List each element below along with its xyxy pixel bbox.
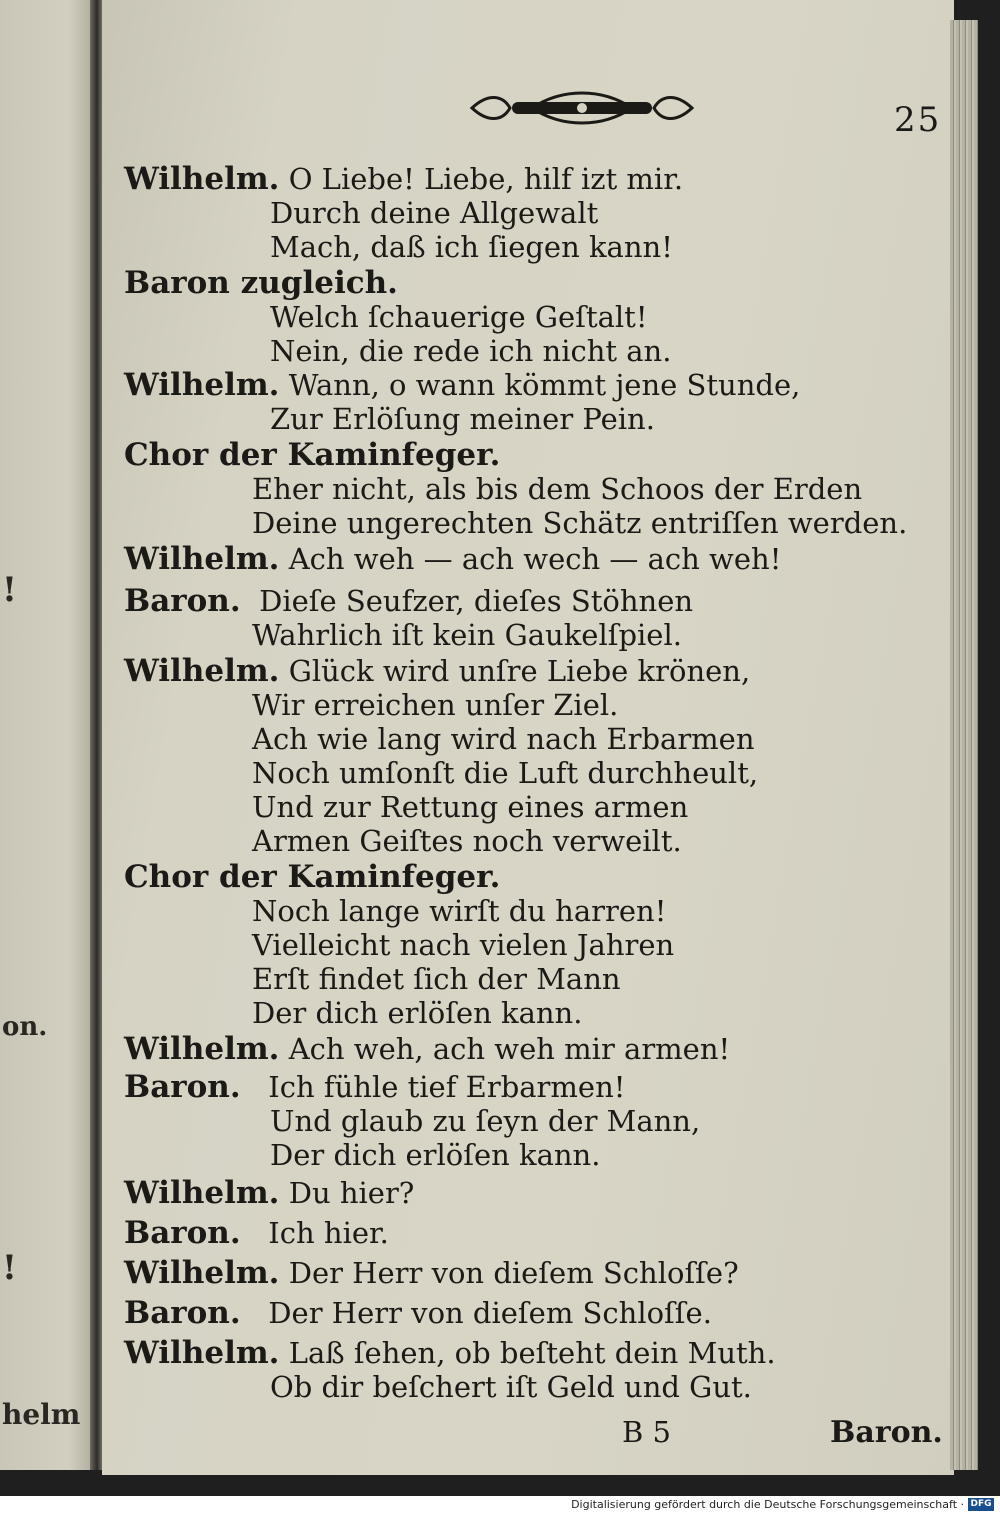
verse-text: Und zur Rettung eines armen — [252, 790, 689, 824]
speaker-name: Wilhelm. — [124, 1335, 280, 1371]
left-page-fragment: ! — [2, 1248, 17, 1288]
text-line — [252, 894, 666, 928]
text-line — [252, 756, 758, 790]
text-line — [270, 334, 671, 368]
verse-text: Nein, die rede ich nicht an. — [270, 334, 672, 368]
text-line — [124, 1256, 739, 1290]
verse-text: Glück wird unſre Liebe krönen, — [288, 654, 751, 688]
dfg-logo: DFG — [968, 1498, 994, 1511]
text-line — [124, 266, 398, 300]
text-line — [252, 618, 682, 652]
text-line — [270, 1138, 600, 1172]
speaker-name: Baron zugleich. — [124, 265, 398, 301]
verse-text: Der Herr von dieſem Schloſſe. — [268, 1296, 712, 1330]
text-line — [252, 472, 862, 506]
speaker-name: Baron. — [124, 1295, 241, 1331]
speaker-name: Baron. — [124, 1069, 241, 1105]
verse-text: Vielleicht nach vielen Jahren — [252, 928, 675, 962]
text-line — [124, 1176, 414, 1210]
verse-text: O Liebe! Liebe, hilf izt mir. — [288, 162, 684, 196]
text-line — [252, 688, 618, 722]
verse-text: Der Herr von dieſem Schloſſe? — [288, 1256, 739, 1290]
verse-text: Armen Geiſtes noch verweilt. — [252, 824, 682, 858]
text-line — [270, 1104, 700, 1138]
text-line — [124, 1216, 389, 1250]
verse-text: Der dich erlöſen kann. — [252, 996, 583, 1030]
text-line — [124, 654, 750, 688]
text-line — [124, 1032, 730, 1066]
verse-text: Wir erreichen unſer Ziel. — [252, 688, 619, 722]
text-line — [270, 402, 655, 436]
verse-text: Noch umſonſt die Luft durchheult, — [252, 756, 759, 790]
verse-text: Ach wie lang wird nach Erbarmen — [252, 722, 755, 756]
speaker-name: Wilhelm. — [124, 1175, 280, 1211]
text-line — [124, 860, 500, 894]
text-line — [252, 790, 688, 824]
text-line — [124, 1070, 625, 1104]
verse-text: Deine ungerechten Schätz entriſſen werden. — [252, 506, 908, 540]
text-line — [252, 928, 674, 962]
text-line — [252, 506, 907, 540]
speaker-name: Wilhelm. — [124, 1255, 280, 1291]
speaker-name: Wilhelm. — [124, 541, 280, 577]
verse-text: Ich hier. — [268, 1216, 389, 1250]
speaker-name: Baron. — [124, 583, 241, 619]
verse-text: Eher nicht, als bis dem Schoos der Erden — [252, 472, 863, 506]
verse-text: Der dich erlöſen kann. — [270, 1138, 601, 1172]
left-page-fragment: ! — [2, 570, 17, 610]
verse-text: Noch lange wirſt du harren! — [252, 894, 667, 928]
text-line — [252, 962, 621, 996]
verse-text: Ach weh — ach wech — ach weh! — [288, 542, 782, 576]
text-line — [124, 162, 683, 196]
text-line — [270, 230, 673, 264]
text-line — [124, 1296, 712, 1330]
signature-mark: B 5 — [622, 1415, 671, 1449]
digitization-credit: Digitalisierung gefördert durch die Deutsche Forschungsgemeinschaft · — [571, 1498, 964, 1511]
text-line — [270, 300, 647, 334]
verse-text: Mach, daß ich ſiegen kann! — [270, 230, 673, 264]
verse-text: Wahrlich iſt kein Gaukelſpiel. — [252, 618, 682, 652]
text-line — [252, 996, 582, 1030]
verse-text: Und glaub zu ſeyn der Mann, — [270, 1104, 701, 1138]
text-line — [270, 1370, 752, 1404]
left-page-fragment: helm — [2, 1398, 81, 1431]
verse-text: Ob dir beſchert iſt Geld und Gut. — [270, 1370, 752, 1404]
verse-text: Dieſe Seufzer, dieſes Stöhnen — [259, 584, 694, 618]
verse-text: Erſt findet ſich der Mann — [252, 962, 621, 996]
left-page-edge — [0, 0, 98, 1470]
text-line — [270, 196, 598, 230]
speaker-name: Chor der Kaminfeger. — [124, 437, 501, 473]
verse-text: Du hier? — [288, 1176, 415, 1210]
text-line — [124, 438, 500, 472]
book-page — [102, 0, 954, 1475]
text-line — [252, 824, 682, 858]
verse-text: Welch ſchauerige Geſtalt! — [270, 300, 648, 334]
verse-text: Ach weh, ach weh mir armen! — [288, 1032, 731, 1066]
text-line — [124, 542, 781, 576]
speaker-name: Wilhelm. — [124, 161, 280, 197]
left-page-fragment: on. — [2, 1012, 48, 1042]
speaker-name: Wilhelm. — [124, 367, 280, 403]
verse-text: Laß ſehen, ob beſteht dein Muth. — [288, 1336, 776, 1370]
verse-text: Wann, o wann kömmt jene Stunde, — [288, 368, 801, 402]
text-line — [124, 368, 800, 402]
page-stack-edge — [950, 20, 978, 1470]
text-line — [124, 1336, 776, 1370]
page-number: 25 — [894, 100, 942, 140]
speaker-name: Baron. — [124, 1215, 241, 1251]
speaker-name: Wilhelm. — [124, 653, 280, 689]
speaker-name: Wilhelm. — [124, 1031, 280, 1067]
play-text — [102, 0, 954, 1475]
text-line — [124, 584, 693, 618]
verse-text: Durch deine Allgewalt — [270, 196, 599, 230]
catchword: Baron. — [830, 1415, 943, 1450]
text-line — [252, 722, 755, 756]
speaker-name: Chor der Kaminfeger. — [124, 859, 501, 895]
verse-text: Ich fühle tief Erbarmen! — [268, 1070, 626, 1104]
verse-text: Zur Erlöſung meiner Pein. — [270, 402, 655, 436]
